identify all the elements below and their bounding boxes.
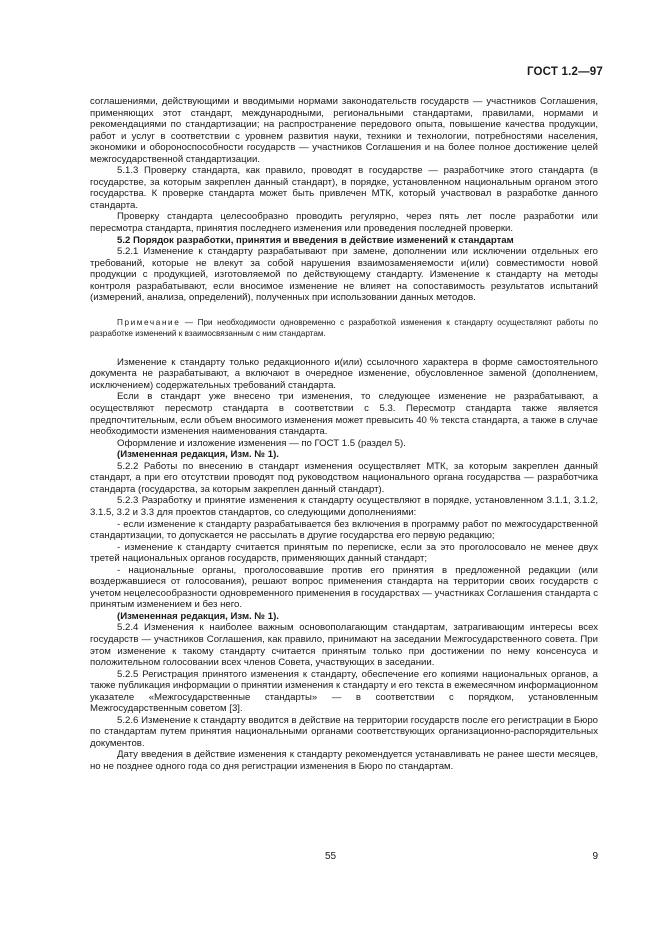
paragraph-5-2-3: 5.2.3 Разработку и принятие изменения к стандарту осуществляют в порядке, установленном 3.1.1, 3.1.2, 3.1.5, 3.2 и 3.3 для проектов стандартов, со следующими дополнениями: <box>90 495 598 518</box>
paragraph: Оформление и изложение изменения — по ГОСТ 1.5 (раздел 5). <box>117 437 406 449</box>
paragraph-5-1-3: 5.1.3 Проверку стандарта, как правило, проводят в государстве — разработчике этого стандарта (в государстве, за которым закреплен данный стандарт), в порядке, установленном национальным органом этого государства. К проверке стандарта может быть привлечен МТК, который участвовал в разработке данного стандарта. <box>90 165 598 211</box>
note-label: Примечание <box>117 317 181 327</box>
paragraph-5-2-4: 5.2.4 Изменения к наиболее важным основополагающим стандартам, затрагивающим интересы всех государств — участников Соглашения, как правило, принимают на заседании Межгосударственного совета. При этом изменение к такому стандарту считается принятым только при достижении по нему консенсуса и положительном голосовании всех членов Совета, участвующих в заседании. <box>90 622 598 669</box>
list-item: - национальные органы, проголосовавшие против его принятия в предложенной редакции (или воздержавшиеся от голосования), решают вопрос применения стандарта на территории своих государств с учетом нецелесообразности одновременного применения в государствах — участниках Соглашения стандарта с принятым изменением и без него. <box>90 564 598 611</box>
paragraph: Проверку стандарта целесообразно проводить регулярно, через пять лет после разработки или пересмотра стандарта, принятия последнего изменения или проведения последней проверки. <box>90 211 598 235</box>
section-heading-5-2: 5.2 Порядок разработки, принятия и введения в действие изменений к стандартам <box>117 234 514 246</box>
note <box>90 317 598 339</box>
page-number-secondary: 9 <box>592 851 598 862</box>
list-item: - если изменение к стандарту разрабатывается без включения в программу работ по межгосударственной стандартизации, то допускается не рассылать в другие государства его первую редакцию; <box>90 518 598 542</box>
paragraph-5-2-1: 5.2.1 Изменение к стандарту разрабатывают при замене, дополнении или исключении отдельных его требований, которые не влекут за собой нарушения взаимозаменяемости и(или) совместимости новой продукции с продукцией, изготовляемой по действующему стандарту. Изменение к стандарту на методы контроля разрабатывают, если вносимое изменение не влияет на сопоставимость результатов испытаний (измерений, анализа, определений), полученных при использовании данных методов. <box>90 246 598 304</box>
paragraph: Дату введения в действие изменения к стандарту рекомендуется устанавливать не ранее шести месяцев, но не позднее одного года со дня регистрации изменения в Бюро по стандартам. <box>90 749 598 772</box>
paragraph: Если в стандарт уже внесено три изменения, то следующее изменение не разрабатывают, а осуществляют пересмотр стандарта в соответствии с 5.3. Пересмотр стандарта также является предпочтительным, если объем вносимого изменения может превысить 40 % текста стандарта, а также в случае необходимости изменения наименования стандарта. <box>90 391 598 438</box>
page-number: 55 <box>324 851 337 862</box>
page-body <box>90 96 598 773</box>
paragraph-5-2-6: 5.2.6 Изменение к стандарту вводится в действие на территории государств после его регистрации в Бюро по стандартам путем принятия национальными органами соответствующих организационно-распорядительных документов. <box>90 714 598 749</box>
document-code: ГОСТ 1.2—97 <box>526 66 603 78</box>
paragraph: соглашениями, действующими и вводимыми нормами законодательств государств — участников Соглашения, применяющих этот стандарт, международными, региональными стандартами, правилами, нормами и рекомендациями по стандартизации; на распространение передового опыта, повышение качества продукции, работ и услуг в соответствии с уровнем развития науки, техники и технологии, потребностями населения, экономики и обороноспособности государств — участников Соглашения и на более полное достижение целей межгосударственной стандартизации. <box>90 96 598 165</box>
paragraph: Изменение к стандарту только редакционного и(или) ссылочного характера в форме самостоятельного документа не разрабатывают, а включают в очередное изменение, обусловленное заменой (дополнением, исключением) содержательных требований стандарта. <box>90 356 598 391</box>
amendment-note: (Измененная редакция, Изм. № 1). <box>117 610 279 622</box>
paragraph-5-2-5: 5.2.5 Регистрация принятого изменения к стандарту, обеспечение его копиями национальных органов, а также публикация информации о принятии изменения к стандарту и его текста в ежемесячном информационном указателе «Межгосударственные стандарты» — в соответствии с порядком, установленным Межгосударственным советом [3]. <box>90 668 598 715</box>
note-text: — При необходимости одновременно с разработкой изменения к стандарту осуществляют работы по разработке изменений к взаимосвязанным с ним стандартам. <box>90 317 598 338</box>
paragraph-5-2-2: 5.2.2 Работы по внесению в стандарт изменения осуществляет МТК, за которым закреплен данный стандарт, а при его отсутствии проводят под руководством национального органа государства — разработчика стандарта (государства, за которым закреплен данный стандарт). <box>90 460 598 495</box>
amendment-note: (Измененная редакция, Изм. № 1). <box>117 449 279 461</box>
list-item: - изменение к стандарту считается принятым по переписке, если за это проголосовало не менее двух третей национальных органов государств, применяющих данный стандарт; <box>90 541 598 565</box>
